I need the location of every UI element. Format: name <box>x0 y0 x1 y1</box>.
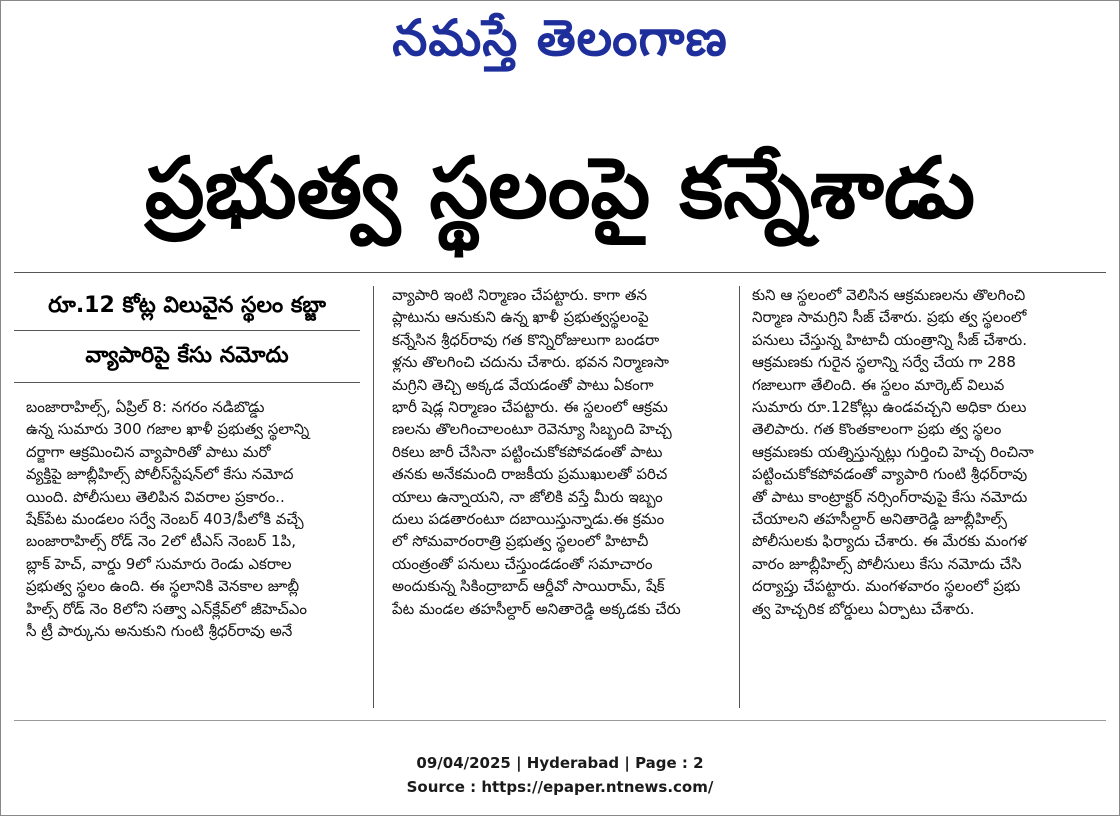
column-line: వారం జూబ్లీహిల్స్ పోలీసులు కేసు నమోదు చేసి <box>752 554 1022 573</box>
subheading-bottom-divider <box>14 382 360 383</box>
column-line: ఆక్రమణకు గురైన స్థలాన్ని సర్వే చేయ గా 288 <box>752 353 1016 372</box>
subheading-divider <box>14 330 360 331</box>
article-headline: ప్రభుత్వ స్థలంపై కన్నేశాడు <box>144 139 976 237</box>
column-line: పోలీసులకు ఫిర్యాదు చేశారు. ఈ మేరకు మంగళ <box>752 532 1027 551</box>
column-line: రికలు జారీ చేసినా పట్టించుకోకపోవడంతో పాటు <box>392 442 663 461</box>
column-divider-2 <box>739 286 740 708</box>
newspaper-masthead: నమస్తే తెలంగాణ <box>392 9 728 67</box>
column-line: పట్టించుకోకపోవడంతో వ్యాపారి గుంటి శ్రీధర్‌రావు <box>752 465 1028 484</box>
column-line: షేక్‌పేట మండలం సర్వే నెంబర్ 403/పీలోకి వచ్చే <box>26 510 304 529</box>
column-line: యంత్రంతో పనులు చేస్తుండడంతో సమాచారం <box>392 554 653 573</box>
column-line: దర్జాగా ఆక్రమించిన వ్యాపారితో పాటు మరో <box>26 442 271 461</box>
column-line: తెలిపారు. గత కొంతకాలంగా ప్రభు త్వ స్థలం <box>752 420 1002 439</box>
column-line: ళ్లను తొలగించి చదును చేశారు. భవన నిర్మాణసా <box>392 353 669 372</box>
column-line: బంజారాహిల్స్ రోడ్ నెం 2లో టీఎస్ నెంబర్ 1పి, <box>26 532 296 551</box>
column-line: యాలు ఉన్నాయని, నా జోలికి వస్తే మీరు ఇబ్బం <box>392 487 663 506</box>
column-line: లో సోమవారంరాత్రి ప్రభుత్వ స్థలంలో హిటాచీ <box>392 532 649 551</box>
footer-source: Source : https://epaper.ntnews.com/ <box>406 778 714 796</box>
column-line: దర్యాప్తు చేపట్టారు. మంగళవారం స్థలంలో ప్రభు <box>752 577 1021 596</box>
column-line: ఉన్న సుమారు 300 గజాల ఖాళీ ప్రభుత్వ స్థలాన్ని <box>26 420 310 439</box>
column-line: దులు పడతారంటూ దబాయిస్తున్నాడు.ఈ క్రమం <box>392 510 665 529</box>
column-line: బంజారాహిల్స్, ఏప్రిల్ 8: నగరం నడిబొడ్డు <box>26 398 265 416</box>
column-line: సుమారు రూ.12కోట్లు ఉండవచ్చని అధికా రులు <box>752 398 1027 417</box>
column-line: చేయాలని తహసీల్దార్ అనితారెడ్డి జూబ్లీహిల్స్ <box>752 510 1007 529</box>
column-line: ణలను తొలగించాలంటూ రెవెన్యూ సిబ్బంది హెచ్చ <box>392 420 672 439</box>
column-line: వ్యక్తిపై జూబ్లీహిల్స్ పోలీస్‌స్టేషన్‌లో కేసు నమోద <box>26 465 294 484</box>
column-line: యింది. పోలీసులు తెలిపిన వివరాల ప్రకారం.. <box>26 487 285 506</box>
column-line: సీ ట్రీ పార్కును అనుకుని గుంటి శ్రీధర్‌రావు అనే <box>26 622 293 641</box>
subheading-primary: రూ.12 కోట్ల విలువైన స్థలం కబ్జా <box>48 293 326 318</box>
column-line: తనకు అనేకమంది రాజకీయ ప్రముఖులతో పరిచ <box>392 465 668 484</box>
column-line: అందుకున్న సికింద్రాబాద్ ఆర్డీవో సాయిరామ్, షేక్ <box>392 577 665 596</box>
footer-date-edition: 09/04/2025 | Hyderabad | Page : 2 <box>416 754 704 772</box>
column-line: పనులు చేస్తున్న హిటాచీ యంత్రాన్ని సీజ్ చేశారు. <box>752 330 1027 349</box>
column-line: నిర్మాణ సామగ్రిని సీజ్ చేశారు. ప్రభు త్వ స్థలంలో <box>752 308 1027 327</box>
article-column-1 <box>26 396 356 642</box>
column-line: కన్నేసిన శ్రీధర్‌రావు గత కొన్నిరోజులుగా బండరా <box>392 330 660 349</box>
article-column-3 <box>752 284 1090 620</box>
column-line: భారీ షెడ్ల నిర్మాణం చేపట్టారు. ఈ స్థలంలో ఆక్రమ <box>392 398 668 417</box>
headline-divider <box>14 272 1106 273</box>
column-line: కుని ఆ స్థలంలో వెలిసిన ఆక్రమణలను తొలగించి <box>752 286 1026 304</box>
column-line: ఆక్రమణకు యత్నిస్తున్నట్లు గుర్తించి హెచ్చ రించినా <box>752 442 1034 461</box>
column-line: ప్లాటును ఆనుకుని ఉన్న ఖాళీ ప్రభుత్వస్థలంపై <box>392 308 649 327</box>
column-line: త్వ హెచ్చరిక బోర్డులు ఏర్పాటు చేశారు. <box>752 599 975 618</box>
column-line: వ్యాపారి ఇంటి నిర్మాణం చేపట్టారు. కాగా తన <box>392 286 648 304</box>
column-line: తో పాటు కాంట్రాక్టర్ నర్సింగ్‌రావుపై కేసు నమోదు <box>752 487 1028 506</box>
column-line: హిల్స్ రోడ్ నెం 8లోని సత్వా ఎన్‌క్లేవ్‌లో జీహెచ్‌ఎం <box>26 599 308 618</box>
subheading-secondary: వ్యాపారిపై కేసు నమోదు <box>85 343 289 368</box>
column-line: ప్రభుత్వ స్థలం ఉంది. ఈ స్థలానికి వెనకాల జూబ్లీ <box>26 577 300 596</box>
column-line: పేట మండల తహసీల్దార్ అనితారెడ్డి అక్కడకు చేరు <box>392 599 681 618</box>
column-line: బ్లాక్ హెచ్, వార్డు 9లో సుమారు రెండు ఎకరాల <box>26 554 292 573</box>
column-divider-1 <box>373 286 374 708</box>
article-column-2 <box>392 284 726 620</box>
column-line: మగ్రిని తెచ్చి అక్కడ వేయడంతో పాటు ఏకంగా <box>392 375 654 394</box>
footer-divider <box>14 720 1106 721</box>
column-line: గజాలుగా తేలింది. ఈ స్థలం మార్కెట్ విలువ <box>752 375 1005 394</box>
